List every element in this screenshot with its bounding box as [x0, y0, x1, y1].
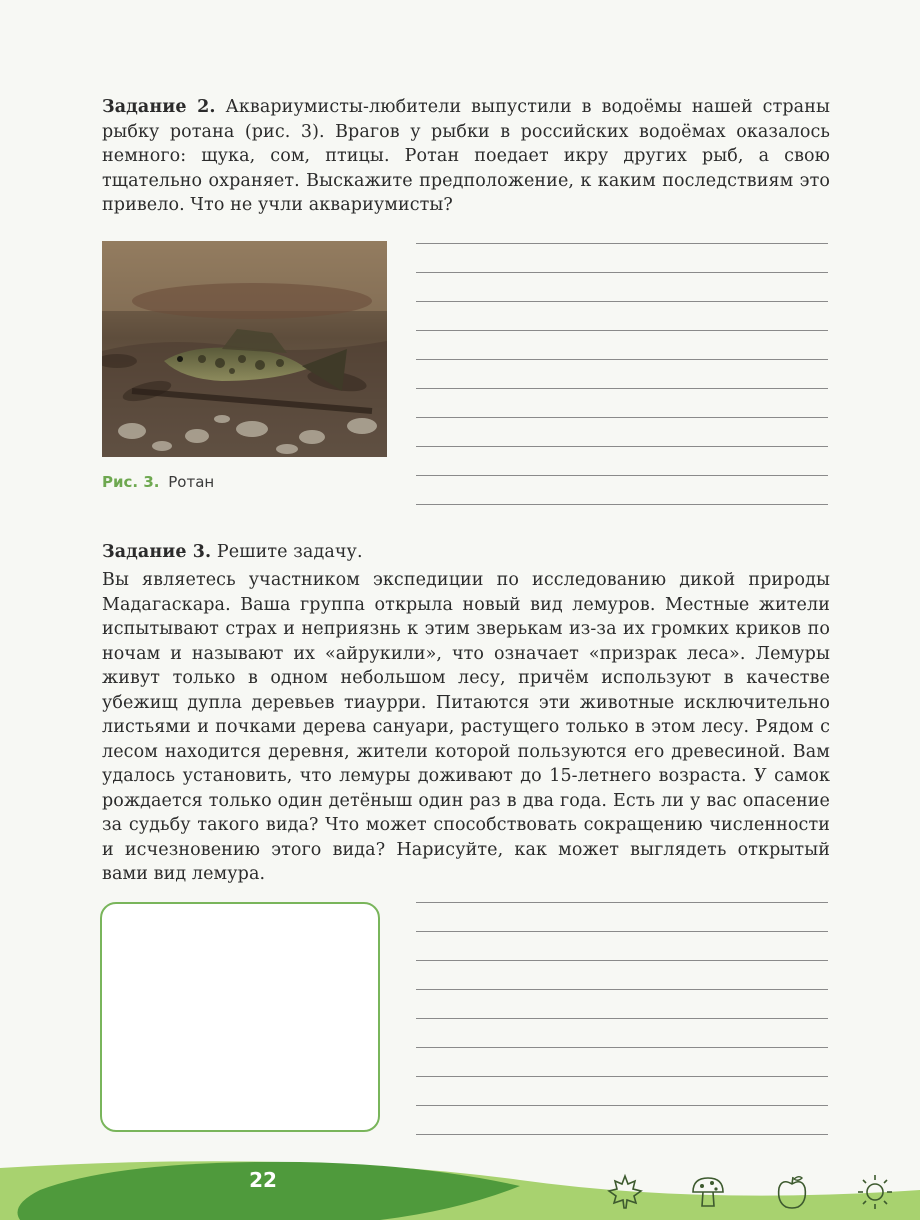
answer-line[interactable] [416, 446, 828, 447]
figure-caption [102, 473, 214, 491]
answer-line[interactable] [416, 1076, 828, 1077]
task-2-text: Аквариумисты-любители выпустили в водоёмы нашей страны рыбку ротана (рис. 3). Врагов у рыбки в российских водоёмах оказалось немного: щука, сом, птицы. Ротан поедает икру других рыб, а свою тщательно охраняет. Выскажите предположение, к каким последствиям это привело. Что не учли аквариумисты? [102, 97, 830, 215]
figure-caption-text: Ротан [168, 473, 215, 491]
answer-lines-task-2[interactable] [416, 243, 828, 507]
maple-leaf-icon [605, 1172, 645, 1212]
answer-line[interactable] [416, 1047, 828, 1048]
answer-line[interactable] [416, 1018, 828, 1019]
drawing-box[interactable] [100, 902, 380, 1132]
answer-line[interactable] [416, 475, 828, 476]
answer-line[interactable] [416, 989, 828, 990]
answer-line[interactable] [416, 388, 828, 389]
answer-lines-task-3[interactable] [416, 902, 828, 1138]
answer-line[interactable] [416, 272, 828, 273]
sun-icon [855, 1172, 895, 1212]
answer-line[interactable] [416, 301, 828, 302]
rotan-fish-photo [102, 241, 387, 457]
answer-line[interactable] [416, 1134, 828, 1135]
apple-icon [772, 1172, 812, 1212]
fish-photo-illustration [102, 241, 387, 457]
task-3-text: Вы являетесь участником экспедиции по исследованию дикой природы Мадагаскара. Ваша группа открыла новый вид лемуров. Местные жители испытывают страх и неприязнь к этим зверькам из-за их громких криков по ночам и называют их «айрукили», что означает «призрак леса». Лемуры живут только в одном небольшом лесу, причём используют в качестве убежищ дупла деревьев тиаурри. Питаются эти животные исключительно листьями и почками дерева сануари, растущего только в этом лесу. Рядом с лесом находится деревня, жители которой пользуются его древесиной. Вам удалось установить, что лемуры доживают до 15-летнего возраста. У самок рождается только один детёныш один раз в два года. Есть ли у вас опасение за судьбу такого вида? Что может способствовать сокращению численности и исчезновению этого вида? Нарисуйте, как может выглядеть открытый вами вид лемура. [102, 570, 830, 884]
task-3-instruction: Решите задачу. [216, 542, 363, 562]
task-3-label: Задание 3. [102, 542, 212, 562]
figure-label: Рис. 3. [102, 473, 160, 491]
answer-line[interactable] [416, 902, 828, 903]
answer-line[interactable] [416, 330, 828, 331]
answer-line[interactable] [416, 1105, 828, 1106]
answer-line[interactable] [416, 931, 828, 932]
answer-line[interactable] [416, 960, 828, 961]
answer-line[interactable] [416, 417, 828, 418]
mushroom-icon [688, 1172, 728, 1212]
answer-line[interactable] [416, 504, 828, 505]
answer-line[interactable] [416, 359, 828, 360]
task-2 [102, 95, 830, 218]
task-2-label: Задание 2. [102, 97, 216, 117]
answer-line[interactable] [416, 243, 828, 244]
page-number: 22 [249, 1168, 277, 1192]
task-3-heading [102, 540, 830, 565]
